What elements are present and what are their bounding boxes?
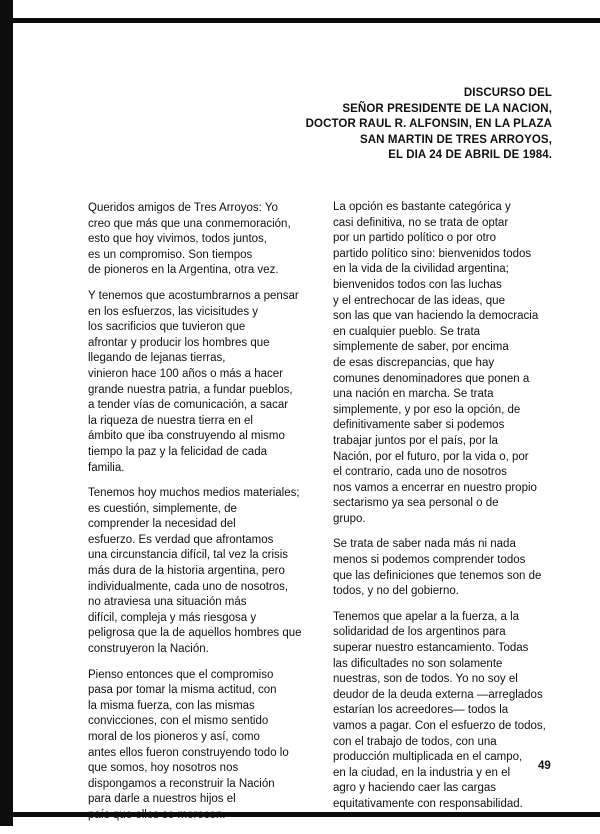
text-line: grupo.: [333, 512, 366, 525]
text-line: esfuerzo. Es verdad que afrontamos: [88, 533, 274, 546]
text-line: Se trata de saber nada más ni nada: [333, 538, 516, 551]
page-number: 49: [538, 760, 551, 772]
text-line: moral de los pioneros y así, como: [88, 731, 260, 743]
text-line: esto que hoy vivimos, todos juntos,: [88, 233, 267, 246]
text-line: partido político sino: bienvenidos todos: [333, 247, 532, 260]
text-line: peligrosa que la de aquellos hombres que: [88, 627, 302, 640]
text-line: antes ellos fueron construyendo todo lo: [88, 746, 289, 759]
text-line: equitativamente con responsabilidad.: [333, 797, 523, 810]
heading-line: SEÑOR PRESIDENTE DE LA NACION,: [342, 102, 552, 115]
text-line: en los esfuerzos, las vicisitudes y: [88, 305, 259, 318]
text-line: la riqueza de nuestra tierra en el: [88, 414, 253, 427]
text-line: que somos, hoy nosotros nos: [88, 762, 239, 775]
text-line: en la vida de la civilidad argentina;: [333, 263, 509, 276]
text-line: para darle a nuestros hijos el: [88, 793, 236, 806]
text-line: son las que van haciendo la democracia: [333, 310, 539, 323]
text-line: simplemente de saber, por encima: [333, 341, 509, 354]
text-line: dispongamos a reconstruir la Nación: [88, 777, 275, 790]
speech-heading: [192, 86, 552, 164]
text-line: es cuestión, simplemente, de: [88, 502, 237, 515]
right-text-column: [333, 200, 559, 823]
text-line: país que ellos se merecen.: [88, 808, 226, 821]
text-line: de pioneros en la Argentina, otra vez.: [88, 264, 279, 277]
text-line: con el trabajo de todos, con una: [333, 735, 497, 748]
text-line: Pienso entonces que el compromiso: [88, 668, 274, 681]
text-line: menos si podemos comprender todos: [333, 554, 526, 567]
text-line: superar nuestro estancamiento. Todas: [333, 642, 529, 655]
text-line: la misma fuerza, con las mismas: [88, 699, 255, 712]
text-line: creo que más que una conmemoración,: [88, 217, 291, 230]
text-line: y el entrechocar de las ideas, que: [333, 294, 505, 307]
text-line: una circunstancia difícil, tal vez la crisis: [88, 549, 289, 562]
binding-spine-bar: [0, 0, 13, 826]
paragraph: [88, 668, 324, 824]
paragraph: [88, 201, 324, 279]
text-line: trabajar juntos por el país, por la: [333, 434, 498, 447]
text-line: Tenemos que apelar a la fuerza, a la: [333, 610, 520, 623]
heading-line: SAN MARTIN DE TRES ARROYOS,: [359, 133, 552, 146]
top-border-rule: [13, 18, 600, 23]
text-line: producción multiplicada en el campo,: [333, 751, 523, 764]
text-line: una nación en marcha. Se trata: [333, 388, 494, 401]
heading-line: DISCURSO DEL: [463, 87, 552, 99]
paragraph: [88, 486, 324, 658]
text-line: Nación, por el futuro, por la vida o, por: [333, 450, 529, 463]
text-line: Queridos amigos de Tres Arroyos: Yo: [88, 202, 278, 214]
text-line: individualmente, cada uno de nosotros,: [88, 580, 289, 593]
text-line: comprender la necesidad del: [88, 518, 236, 531]
text-line: agro y haciendo caer las cargas: [333, 782, 497, 795]
text-line: pasa por tomar la misma actitud, con: [88, 684, 277, 697]
paragraph: [88, 289, 324, 476]
text-line: comunes denominadores que ponen a: [333, 372, 530, 385]
text-line: bienvenidos todos con las luchas: [333, 278, 502, 291]
text-line: Tenemos hoy muchos medios materiales;: [88, 487, 300, 500]
heading-line: DOCTOR RAUL R. ALFONSIN, EN LA PLAZA: [305, 118, 552, 130]
heading-line: EL DIA 24 DE ABRIL DE 1984.: [388, 149, 552, 161]
paragraph: [333, 610, 559, 813]
text-line: los sacrificios que tuvieron que: [88, 321, 246, 334]
text-line: estarían los acreedores— todos la: [333, 704, 509, 717]
text-line: vinieron hace 100 años o más a hacer: [88, 367, 283, 380]
text-line: todos, y no del gobierno.: [333, 585, 459, 598]
text-line: nos vamos a encerrar en nuestro propio: [333, 481, 537, 494]
text-line: tiempo la paz y la felicidad de cada: [88, 445, 267, 458]
text-line: solidaridad de los argentinos para: [333, 626, 506, 639]
text-line: definitivamente saber si podemos: [333, 419, 505, 432]
text-line: ámbito que iba construyendo al mismo: [88, 430, 285, 443]
text-line: nuestras, son de todos. Yo no soy el: [333, 673, 518, 686]
text-line: simplemente, y por eso la opción, de: [333, 403, 521, 416]
text-line: sectarismo ya sea personal o de: [333, 497, 499, 510]
text-line: a tender vías de comunicación, a sacar: [88, 399, 289, 412]
paragraph: [333, 200, 559, 527]
text-line: en la ciudad, en la industria y en el: [333, 766, 511, 779]
text-line: difícil, compleja y más riesgosa y: [88, 611, 257, 624]
text-line: por un partido político o por otro: [333, 232, 497, 245]
text-line: el contrario, cada uno de nosotros: [333, 466, 507, 479]
text-line: es un compromiso. Son tiempos: [88, 248, 253, 261]
text-line: en cualquier pueblo. Se trata: [333, 325, 481, 338]
text-line: que las definiciones que tenemos son de: [333, 569, 542, 582]
text-line: La opción es bastante categórica y: [333, 201, 511, 213]
text-line: llegando de lejanas tierras,: [88, 352, 226, 365]
text-line: vamos a pagar. Con el esfuerzo de todos,: [333, 720, 546, 732]
text-line: de esas discrepancias, que hay: [333, 356, 495, 369]
text-line: no atraviesa una situación más: [88, 596, 247, 609]
left-text-column: [88, 201, 324, 834]
text-line: las dificultades no son solamente: [333, 657, 503, 670]
text-line: más dura de la historia argentina, pero: [88, 565, 285, 578]
text-line: convicciones, con el mismo sentido: [88, 715, 269, 728]
text-line: deudor de la deuda externa —arreglados: [333, 688, 543, 701]
text-line: afrontar y producir los hombres que: [88, 336, 270, 349]
text-line: grande nuestra patria, a fundar pueblos,: [88, 383, 293, 396]
text-line: construyeron la Nación.: [88, 643, 209, 656]
paragraph: [333, 537, 559, 599]
text-line: casi definitiva, no se trata de optar: [333, 216, 509, 229]
text-line: Y tenemos que acostumbrarnos a pensar: [88, 289, 299, 302]
text-line: familia.: [88, 461, 125, 474]
